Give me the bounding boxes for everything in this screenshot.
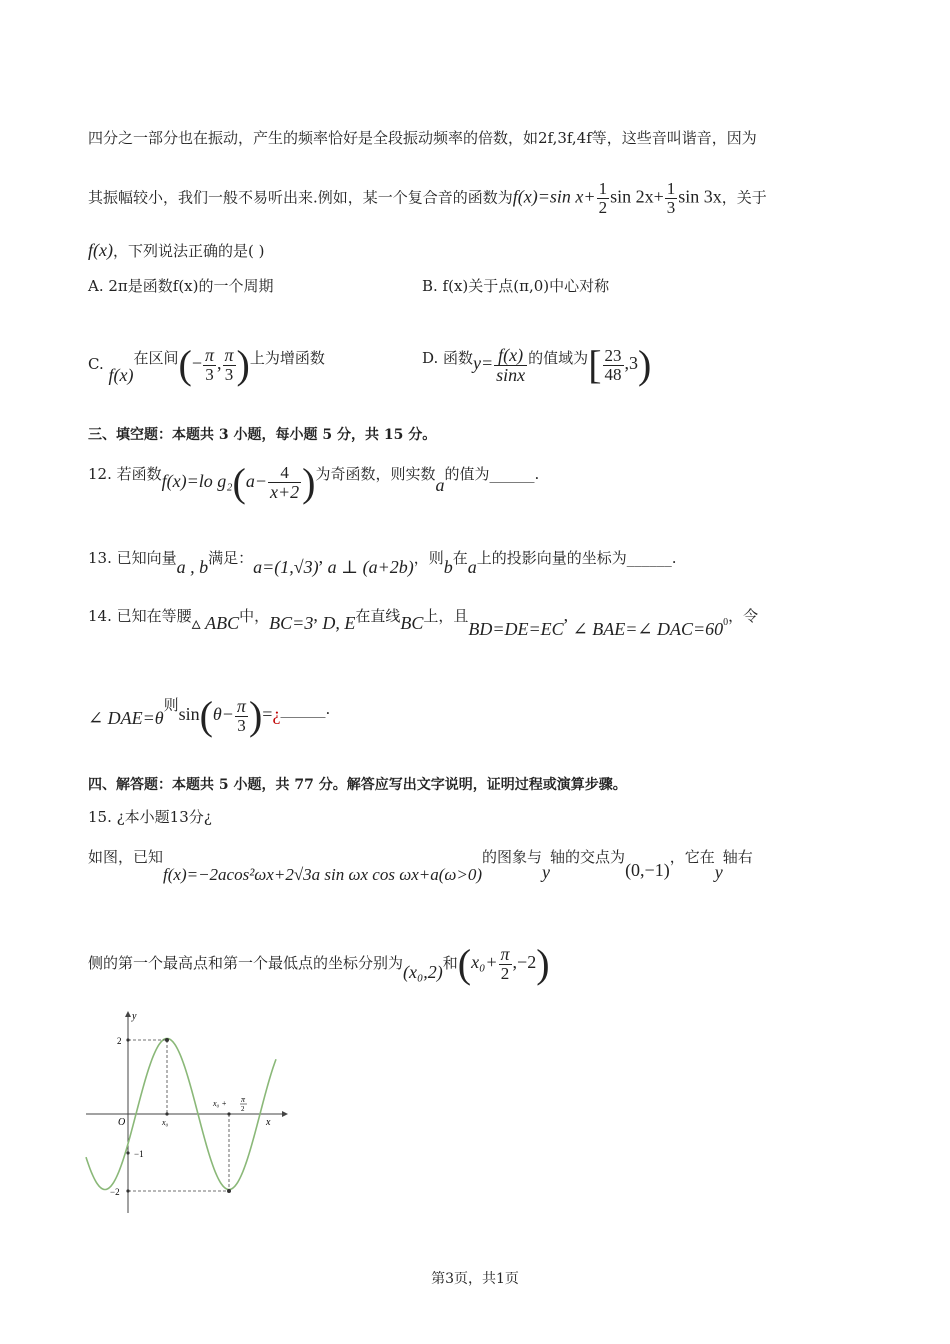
- intro-line-2-end: ，关于: [721, 188, 767, 207]
- y-2-label: 2: [117, 1036, 122, 1046]
- question-14: 14. 已知在等腰▵ ABC中，BC=3, D, E在直线BC上，且BD=DE=EC, ∠ BAE=∠ $DAC=60_0$，令: [88, 605, 759, 639]
- x0-tick: [165, 1112, 168, 1115]
- section-3-heading: 三、填空题：本题共 3 小题，每小题 5 分，共 15 分。: [88, 427, 437, 443]
- option-b: B. f(x)关于点(π,0)中心对称: [422, 277, 610, 295]
- option-c-fx: f(x): [108, 365, 134, 385]
- intro-line-2: [88, 180, 767, 217]
- range-end: ,3: [624, 353, 639, 373]
- q12-var-a: a: [435, 475, 445, 495]
- q14-sin: sin: [178, 704, 200, 724]
- q12-fraction: $\frac{4}{x+2}$: [270, 463, 300, 502]
- question-15-line-1: [88, 846, 753, 884]
- q14-triangle: ▵ ABC: [191, 613, 240, 633]
- q12-right-paren: ): [302, 460, 316, 505]
- fraction-fx-sinx: $\frac{f(x)}{\sin x}$: [496, 344, 526, 385]
- x0pi2-tick: [227, 1112, 230, 1115]
- q14-left-paren: (: [199, 693, 213, 738]
- q13-then: ，则: [413, 549, 444, 567]
- sin3x-term: sin 3x: [678, 186, 722, 207]
- q15-axis-right: 轴右: [722, 848, 753, 866]
- q15-neg2: ,−2: [512, 952, 537, 972]
- q14-prefix: 14. 已知在等腰: [88, 607, 192, 625]
- q15-it-at: ，它在: [669, 848, 715, 866]
- q13-satisfy: 满足：: [208, 549, 254, 567]
- origin-label: O: [118, 1117, 126, 1128]
- q15-y2: y: [714, 862, 723, 882]
- q12-prefix: 12. 若函数: [88, 465, 162, 483]
- x0-label: x₀: [162, 1118, 169, 1127]
- question-15-title: [88, 806, 212, 827]
- section-4-heading: 四、解答题：本题共 5 小题，共 77 分。解答应写出文字说明，证明过程或演算步骤。: [88, 777, 627, 793]
- option-c-interval-text: 在区间: [133, 349, 179, 367]
- sin2x-term: sin 2x+: [610, 186, 664, 207]
- option-d-label: D. 函数: [422, 349, 474, 367]
- q12-end: 的值为______.: [444, 465, 540, 483]
- y-m1-label: −1: [134, 1149, 144, 1159]
- q14-vec-eq: BD=DE=EC: [468, 619, 564, 639]
- comma: ,: [217, 353, 222, 373]
- q14-theta: ∠ DAE=θ: [88, 708, 164, 728]
- q14-in: 中，: [239, 607, 270, 625]
- q15-max-point: (x₀,2): [403, 962, 443, 982]
- q12-a-minus: a−: [245, 471, 267, 491]
- q15-fraction: $\frac{\pi}{2}$: [500, 944, 510, 984]
- fraction-23-48: $\frac{23}{48}$: [604, 345, 622, 384]
- q15-function: f(x)=−2acos²ωx+2√3a sin ωx cos ωx+a(ω>0): [163, 865, 483, 884]
- pi-den-label: 2: [241, 1105, 245, 1113]
- option-a: A. 2π是函数f(x)的一个周期: [88, 277, 274, 295]
- fraction-neg-pi-3: $\frac{\pi}{3}$: [204, 345, 215, 385]
- left-bracket: [: [588, 342, 602, 387]
- q13-on: 在: [452, 549, 468, 567]
- question-12: [88, 460, 540, 505]
- question-14-line-2: [88, 693, 331, 738]
- q14-inverted-q: ¿: [272, 704, 281, 724]
- option-d-range-text: 的值域为: [528, 349, 589, 367]
- q14-right-paren: ): [248, 693, 263, 738]
- q13-end: 上的投影向量的坐标为______.: [476, 549, 677, 567]
- option-c-label: C.: [88, 355, 104, 373]
- right-paren: ): [236, 342, 250, 387]
- q14-fraction: $\frac{\pi}{3}$: [236, 696, 246, 736]
- q14-line: 在直线: [355, 607, 401, 625]
- q14-let: ，令: [728, 607, 759, 625]
- q14-equals: =: [262, 704, 273, 724]
- q14-bc3: BC=3: [269, 613, 314, 633]
- q13-perp: a ⊥ (a+2b): [327, 557, 414, 577]
- q15-x0-plus: x₀+: [471, 952, 498, 972]
- q15-right-paren: ): [536, 941, 550, 986]
- q13-vectors: a , b: [176, 557, 209, 577]
- page-footer: 第3页，共1页: [431, 1271, 519, 1287]
- option-d-y: y=: [473, 353, 494, 373]
- q15-point: (0,−1): [625, 860, 670, 880]
- q14-de: D, E: [322, 613, 356, 633]
- option-c-end: 上为增函数: [249, 349, 325, 367]
- min-point: [227, 1189, 231, 1193]
- q15-prefix: 如图，已知: [88, 848, 164, 866]
- q12-left-paren: (: [232, 460, 246, 505]
- y-axis-label: y: [132, 1011, 137, 1022]
- q14-then: 则: [163, 696, 179, 714]
- option-d: [422, 342, 652, 387]
- intro-line-3: [88, 240, 264, 261]
- max-point: [165, 1038, 169, 1042]
- y-m2-label: −2: [110, 1187, 120, 1197]
- q13-a: a: [467, 557, 477, 577]
- ym1-tick: [126, 1151, 129, 1154]
- fraction-half: $\frac{1}{2}$: [598, 179, 608, 217]
- function-definition: f(x)=sin x+: [512, 186, 596, 207]
- q12-function: f(x)=lo g₂: [161, 471, 233, 491]
- fraction-pi-3: $\frac{\pi}{3}$: [224, 345, 234, 385]
- fraction-third: $\frac{1}{3}$: [666, 179, 676, 217]
- question-15-line-2: [88, 941, 550, 986]
- pi-num-label: π: [241, 1095, 246, 1104]
- q15-intersect: 轴的交点为: [550, 848, 626, 866]
- q15-line-2-text: 侧的第一个最高点和第一个最低点的坐标分别为: [88, 954, 404, 972]
- sine-graph: [82, 1008, 302, 1218]
- q13-b: b: [443, 557, 453, 577]
- x0-pi2-label: x₀ +: [213, 1099, 227, 1108]
- q15-and: 和: [442, 954, 458, 972]
- q14-bc: BC: [400, 613, 424, 633]
- right-paren-d: ): [638, 342, 652, 387]
- q14-angles: ∠ BAE=∠ DAC=60: [572, 619, 724, 639]
- q15-title: 15. ¿本小题13分¿: [88, 808, 212, 826]
- q14-and: 上，且: [423, 607, 469, 625]
- ym2-tick: [126, 1189, 129, 1192]
- intro-line-1: 四分之一部分也在振动，产生的频率恰好是全段振动频率的倍数，如2f,3f,4f等，这些音叫谐音，因为: [88, 129, 757, 147]
- question-prompt: ，下列说法正确的是( ): [112, 242, 265, 260]
- intro-line-2-text: 其振幅较小，我们一般不易听出来.例如，某一个复合音的函数为: [88, 188, 513, 207]
- q12-text: 为奇函数，则实数: [315, 465, 436, 483]
- left-paren: (: [178, 342, 192, 387]
- y2-tick: [126, 1038, 129, 1041]
- q14-end: ______.: [280, 700, 331, 718]
- q15-y: y: [542, 862, 551, 882]
- neg-sign: −: [191, 353, 202, 373]
- x-axis-label: x: [266, 1117, 271, 1128]
- question-13: 13. 已知向量a , b满足：a=(1,√3), a ⊥ (a+2b)，则b在a上的投影向量的坐标为______.: [88, 547, 677, 577]
- q13-prefix: 13. 已知向量: [88, 549, 177, 567]
- fx-symbol: f(x): [88, 240, 113, 260]
- q15-left-paren: (: [457, 941, 472, 986]
- option-c: [88, 342, 325, 387]
- q13-vec-a-value: a=(1,√3): [253, 557, 319, 577]
- q14-theta-minus: θ−: [212, 704, 234, 724]
- q15-graph-with: 的图象与: [482, 848, 543, 866]
